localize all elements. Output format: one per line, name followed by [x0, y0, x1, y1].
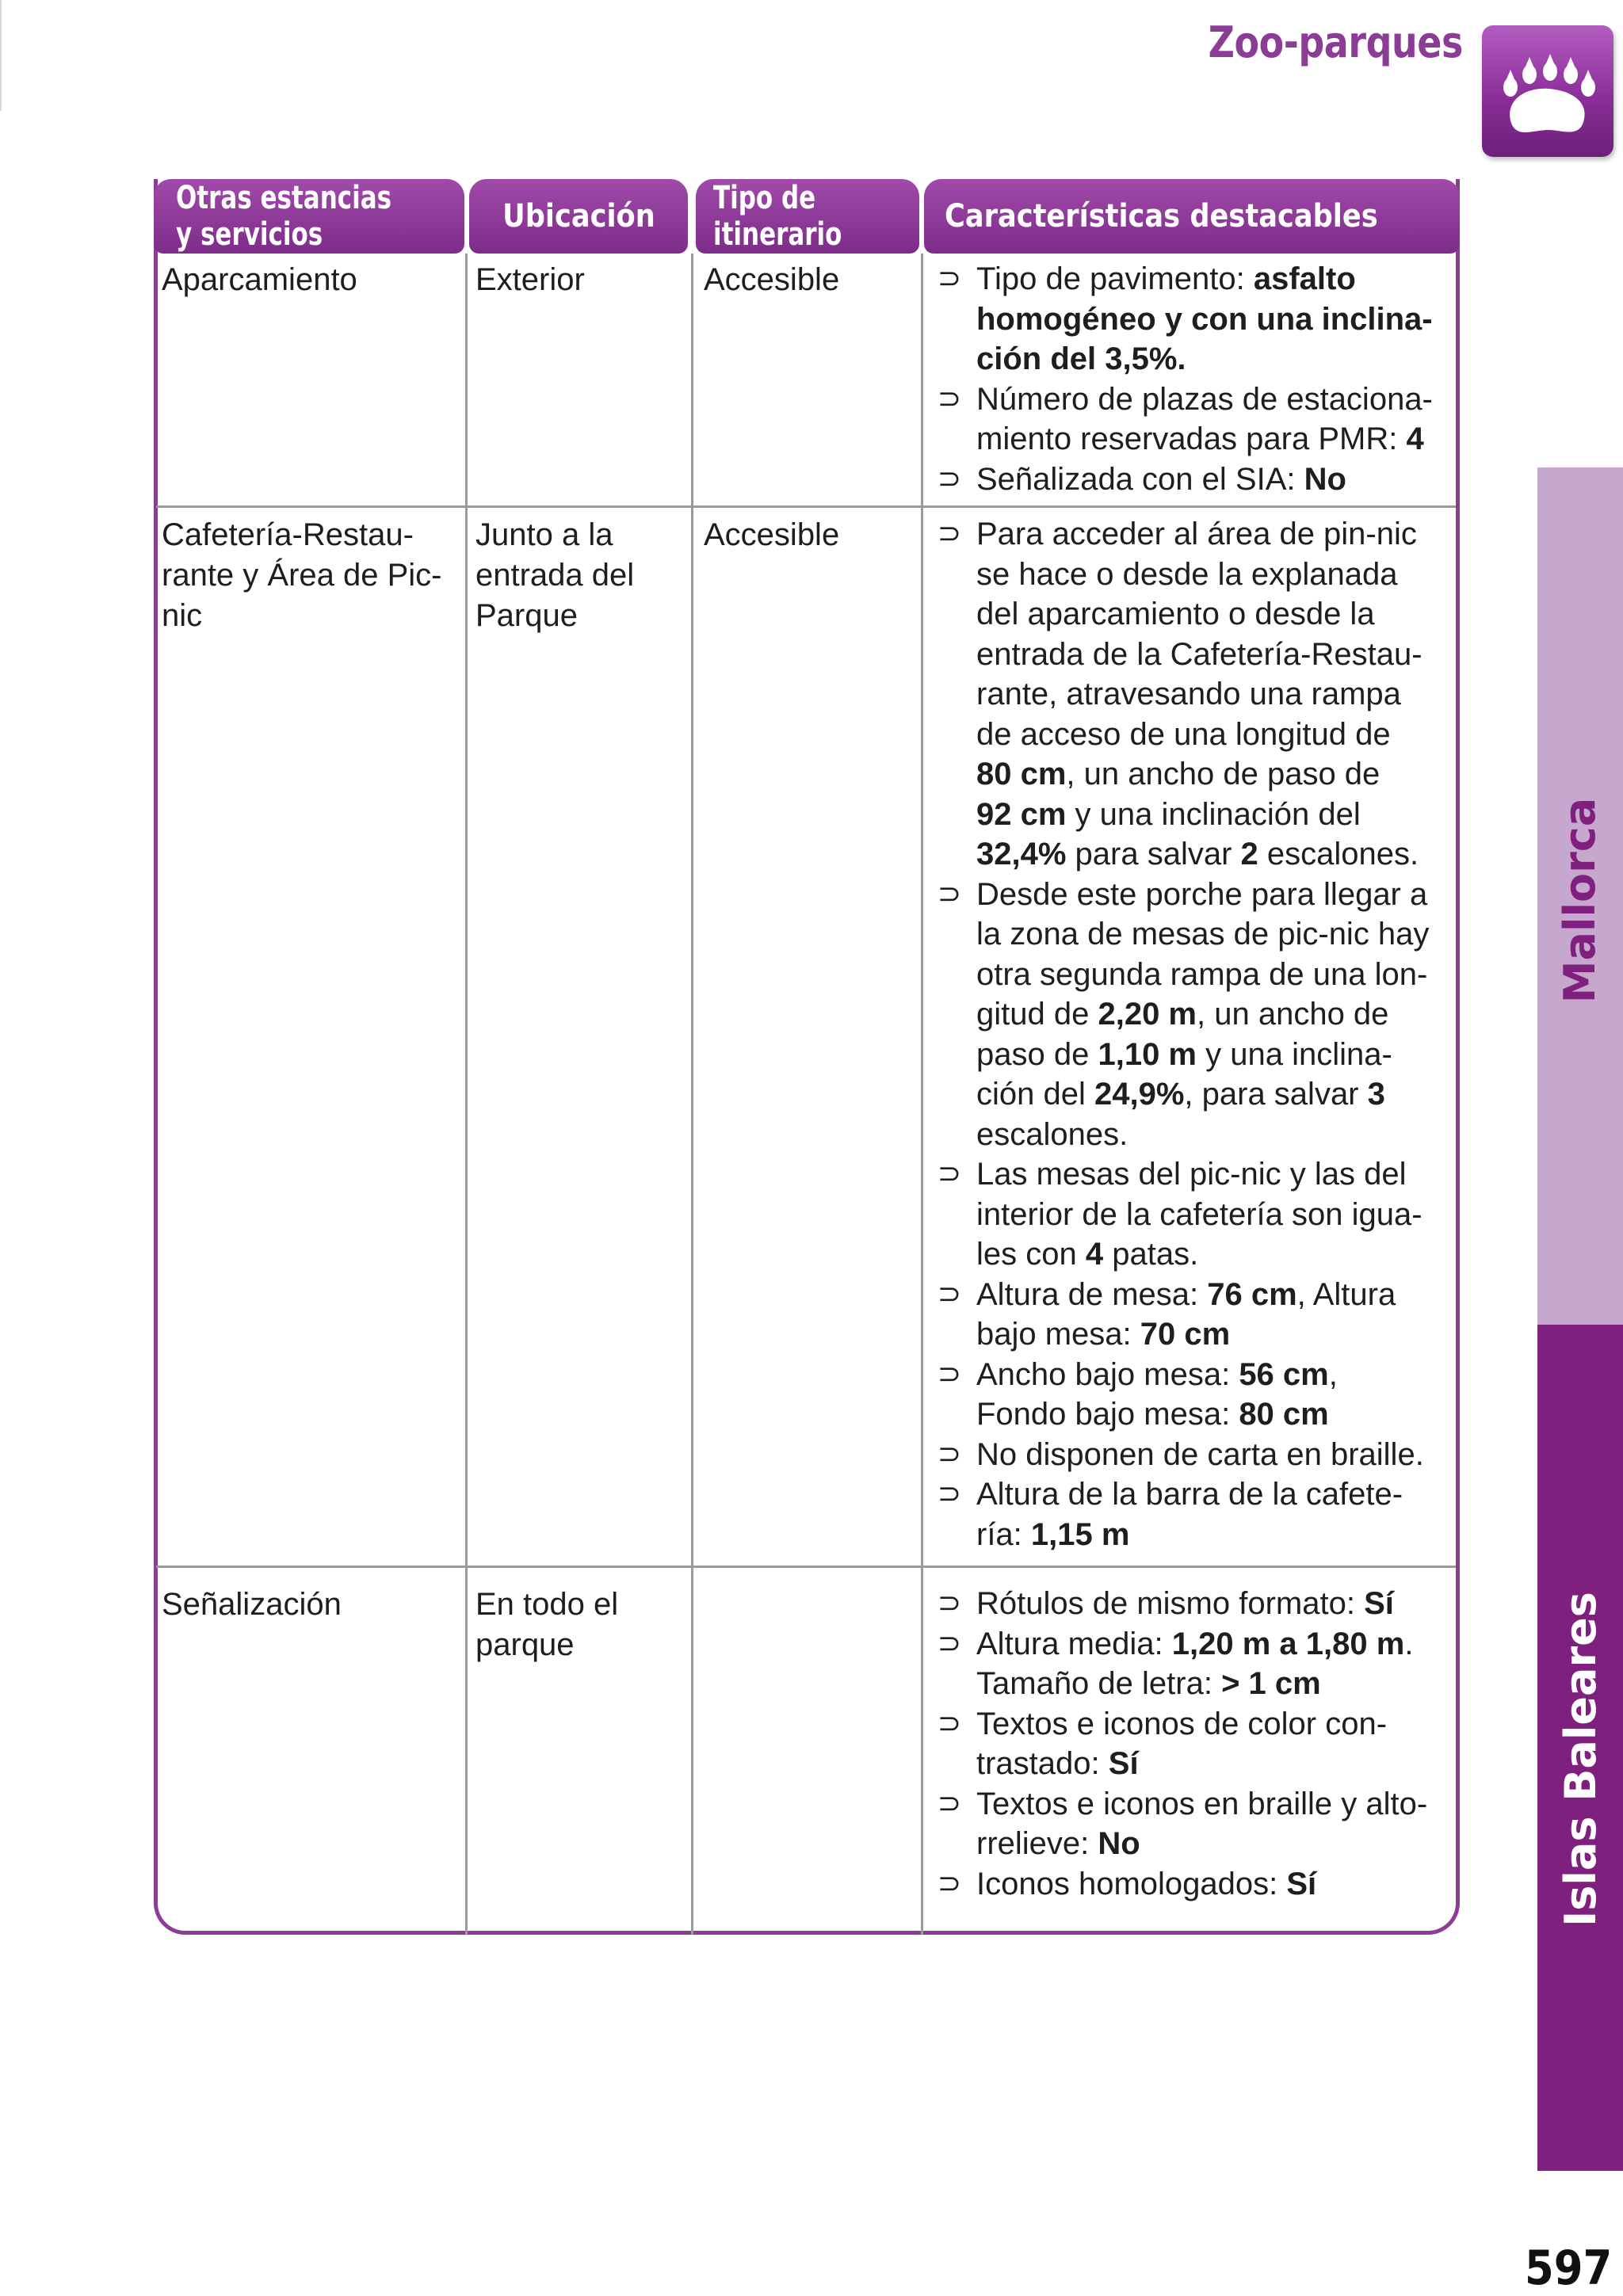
feature-text: y una inclina- [1197, 1036, 1392, 1072]
feature-line [976, 1314, 1429, 1355]
feature-item [927, 875, 1429, 1155]
cell-line: Parque [475, 598, 578, 633]
arrow-bullet-icon: ⊃ [937, 1787, 962, 1820]
accessibility-table [154, 179, 1460, 1935]
feature-value: asfalto [1253, 261, 1356, 296]
feature-text: No disponen de carta en braille. [976, 1436, 1424, 1472]
feature-value: 70 cm [1140, 1317, 1231, 1352]
feature-text: Altura media: [976, 1626, 1172, 1661]
column-header-features: Características destacables [924, 179, 1460, 254]
feature-text: les con [976, 1237, 1086, 1272]
feature-line [976, 419, 1433, 460]
arrow-bullet-icon: ⊃ [937, 1707, 962, 1740]
feature-text: Rótulos de mismo formato: [976, 1586, 1365, 1621]
feature-value: homogéneo y con una inclina- [976, 301, 1433, 337]
feature-text: miento reservadas para PMR: [976, 421, 1407, 456]
feature-text: otra segunda rampa de una lon- [976, 956, 1428, 992]
feature-value: 32,4% [976, 837, 1067, 871]
feature-line [976, 635, 1429, 675]
feature-line [976, 259, 1433, 299]
feature-text: para salvar [1066, 837, 1241, 871]
feature-text: , para salvar [1184, 1077, 1368, 1112]
feature-text: patas. [1103, 1237, 1199, 1272]
arrow-bullet-icon: ⊃ [937, 1357, 962, 1390]
cell-line: rante y Área de Pic- [162, 558, 442, 593]
feature-value: 2,20 m [1098, 997, 1197, 1032]
feature-text: Para acceder al área de pin-nic [976, 517, 1417, 551]
feature-line [976, 1784, 1427, 1825]
feature-text: de acceso de una longitud de [976, 716, 1391, 752]
feature-text: escalones. [1258, 837, 1419, 871]
feature-text: del aparcamiento o desde la [976, 597, 1375, 631]
cell-line: entrada del [475, 558, 635, 593]
feature-item [927, 460, 1433, 500]
feature-text: Fondo bajo mesa: [976, 1397, 1239, 1432]
feature-line [976, 1275, 1429, 1315]
feature-line [976, 1744, 1427, 1784]
feature-value: > 1 cm [1221, 1666, 1321, 1701]
feature-line [976, 555, 1429, 595]
feature-line [976, 1824, 1427, 1864]
side-tab-region: Mallorca [1555, 797, 1606, 1003]
feature-text: Altura de mesa: [976, 1276, 1208, 1312]
side-tab-archipelago: Islas Baleares [1555, 1591, 1606, 1927]
cell-line: Accesible [704, 517, 840, 552]
feature-value: 1,15 m [1030, 1516, 1130, 1552]
row-divider [156, 505, 1456, 508]
feature-line [976, 1234, 1429, 1275]
feature-line [976, 1664, 1427, 1704]
table-cell-location [475, 1585, 618, 1665]
features-list [927, 514, 1429, 1554]
feature-line [976, 514, 1429, 555]
feature-text: entrada de la Cafetería-Restau- [976, 636, 1423, 672]
feature-text: Señalizada con el SIA: [976, 461, 1304, 497]
arrow-bullet-icon: ⊃ [937, 1478, 962, 1510]
cell-line: En todo el [475, 1587, 619, 1622]
feature-text: rante, atravesando una rampa [976, 677, 1401, 711]
feature-item [927, 1154, 1429, 1275]
column-header-route-type: Tipo de itinerario [696, 179, 919, 254]
feature-value: 76 cm [1207, 1276, 1297, 1312]
feature-text: y una inclinación del [1066, 796, 1361, 832]
feature-text: gitud de [976, 997, 1098, 1032]
feature-line [976, 1035, 1429, 1075]
feature-line [976, 1704, 1427, 1745]
feature-item [927, 379, 1433, 460]
feature-value: 3 [1367, 1077, 1385, 1112]
table-cell-name [162, 1585, 342, 1625]
feature-text: ción del [976, 1077, 1094, 1112]
feature-text: se hace o desde la explanada [976, 556, 1398, 592]
cell-line: Exterior [475, 262, 585, 297]
feature-value: 4 [1085, 1237, 1104, 1272]
feature-text: , [1328, 1356, 1338, 1392]
feature-line [976, 1474, 1429, 1515]
feature-value: ción del 3,5%. [976, 341, 1186, 376]
feature-text: escalones. [976, 1116, 1128, 1152]
cell-line: Señalización [162, 1587, 342, 1622]
feature-item [927, 259, 1433, 379]
column-header-services: Otras estancias y servicios [154, 179, 464, 254]
arrow-bullet-icon: ⊃ [937, 1587, 962, 1619]
feature-line [976, 299, 1433, 340]
cell-line: Junto a la [475, 517, 613, 552]
feature-value: 2 [1240, 837, 1258, 871]
paw-icon [1482, 25, 1613, 157]
feature-text: interior de la cafetería son igua- [976, 1196, 1423, 1232]
feature-line [976, 674, 1429, 715]
arrow-bullet-icon: ⊃ [937, 517, 962, 550]
feature-item [927, 1704, 1427, 1784]
feature-item [927, 1584, 1427, 1624]
feature-text: ría: [976, 1516, 1031, 1552]
feature-text: Desde este porche para llegar a [976, 876, 1428, 912]
feature-text: Iconos homologados: [976, 1866, 1287, 1901]
feature-line [976, 715, 1429, 755]
feature-line [976, 460, 1433, 500]
feature-line [976, 1195, 1429, 1235]
feature-text: Tamaño de letra: [976, 1666, 1222, 1701]
feature-text: la zona de mesas de pic-nic hay [976, 917, 1430, 952]
feature-item [927, 1864, 1427, 1905]
arrow-bullet-icon: ⊃ [937, 1627, 962, 1660]
feature-item [927, 1435, 1429, 1475]
arrow-bullet-icon: ⊃ [937, 877, 962, 910]
feature-line [976, 955, 1429, 995]
row-divider [156, 1566, 1456, 1568]
feature-item [927, 1624, 1427, 1704]
feature-value: 92 cm [976, 796, 1067, 832]
feature-line [976, 1864, 1427, 1905]
feature-item [927, 1474, 1429, 1554]
feature-text: Número de plazas de estaciona- [976, 381, 1433, 417]
feature-line [976, 1435, 1429, 1475]
feature-item [927, 1275, 1429, 1355]
feature-value: Sí [1108, 1746, 1139, 1781]
table-cell-route [704, 515, 839, 555]
feature-line [976, 875, 1429, 915]
cell-line: nic [162, 598, 203, 633]
table-cell-name [162, 260, 357, 300]
feature-text: . [1404, 1626, 1414, 1661]
feature-text: rrelieve: [976, 1826, 1098, 1861]
features-list [927, 1584, 1427, 1904]
arrow-bullet-icon: ⊃ [937, 382, 962, 415]
feature-item [927, 514, 1429, 875]
table-cell-location [475, 260, 585, 300]
feature-text: Ancho bajo mesa: [976, 1356, 1239, 1392]
feature-value: 24,9% [1094, 1077, 1185, 1112]
features-list [927, 259, 1433, 499]
feature-line [976, 754, 1429, 795]
feature-value: 1,20 m a 1,80 m [1171, 1626, 1405, 1661]
feature-text: , un ancho de paso de [1066, 757, 1381, 791]
feature-value: No [1304, 461, 1346, 497]
feature-line [976, 1584, 1427, 1624]
feature-value: Sí [1364, 1586, 1394, 1621]
feature-text: Textos e iconos en braille y alto- [976, 1786, 1428, 1821]
feature-value: Sí [1286, 1866, 1317, 1901]
page-edge-rule [0, 0, 2, 111]
feature-line [976, 795, 1429, 835]
feature-text: bajo mesa: [976, 1317, 1140, 1352]
arrow-bullet-icon: ⊃ [937, 1867, 962, 1900]
arrow-bullet-icon: ⊃ [937, 1277, 962, 1310]
feature-text: paso de [976, 1036, 1098, 1072]
feature-text: , un ancho de [1197, 997, 1389, 1032]
feature-text: Tipo de pavimento: [976, 261, 1254, 296]
arrow-bullet-icon: ⊃ [937, 1158, 962, 1190]
feature-value: 4 [1406, 421, 1424, 456]
feature-line [976, 1154, 1429, 1195]
feature-item [927, 1355, 1429, 1435]
feature-value: 56 cm [1239, 1356, 1329, 1392]
cell-line: Aparcamiento [162, 262, 357, 297]
cell-line: Accesible [704, 262, 840, 297]
arrow-bullet-icon: ⊃ [937, 1437, 962, 1470]
feature-line [976, 1394, 1429, 1435]
feature-text: trastado: [976, 1746, 1109, 1781]
feature-line [976, 1515, 1429, 1555]
column-header-location: Ubicación [469, 179, 688, 254]
feature-line [976, 1074, 1429, 1115]
feature-text: Textos e iconos de color con- [976, 1706, 1388, 1741]
table-cell-location [475, 515, 634, 636]
feature-value: No [1098, 1826, 1140, 1861]
feature-line [976, 994, 1429, 1035]
feature-text: Las mesas del pic-nic y las del [976, 1157, 1407, 1192]
arrow-bullet-icon: ⊃ [937, 262, 962, 295]
table-cell-route [704, 260, 839, 300]
feature-line [976, 379, 1433, 420]
feature-line [976, 1355, 1429, 1395]
feature-text: , Altura [1296, 1276, 1396, 1312]
feature-text: Altura de la barra de la cafete- [976, 1477, 1403, 1512]
feature-value: 80 cm [1239, 1397, 1329, 1432]
feature-line [976, 1624, 1427, 1665]
feature-value: 1,10 m [1098, 1036, 1197, 1072]
feature-value: 80 cm [976, 757, 1067, 791]
table-cell-name [162, 515, 442, 636]
section-title: Zoo-parques [1208, 17, 1463, 67]
feature-line [976, 914, 1429, 955]
feature-line [976, 339, 1433, 379]
feature-line [976, 1115, 1429, 1155]
feature-line [976, 834, 1429, 875]
cell-line: Cafetería-Restau- [162, 517, 414, 552]
cell-line: parque [475, 1627, 575, 1662]
feature-item [927, 1784, 1427, 1864]
feature-line [976, 594, 1429, 635]
arrow-bullet-icon: ⊃ [937, 462, 962, 495]
page-number: 597 [1524, 2241, 1612, 2296]
